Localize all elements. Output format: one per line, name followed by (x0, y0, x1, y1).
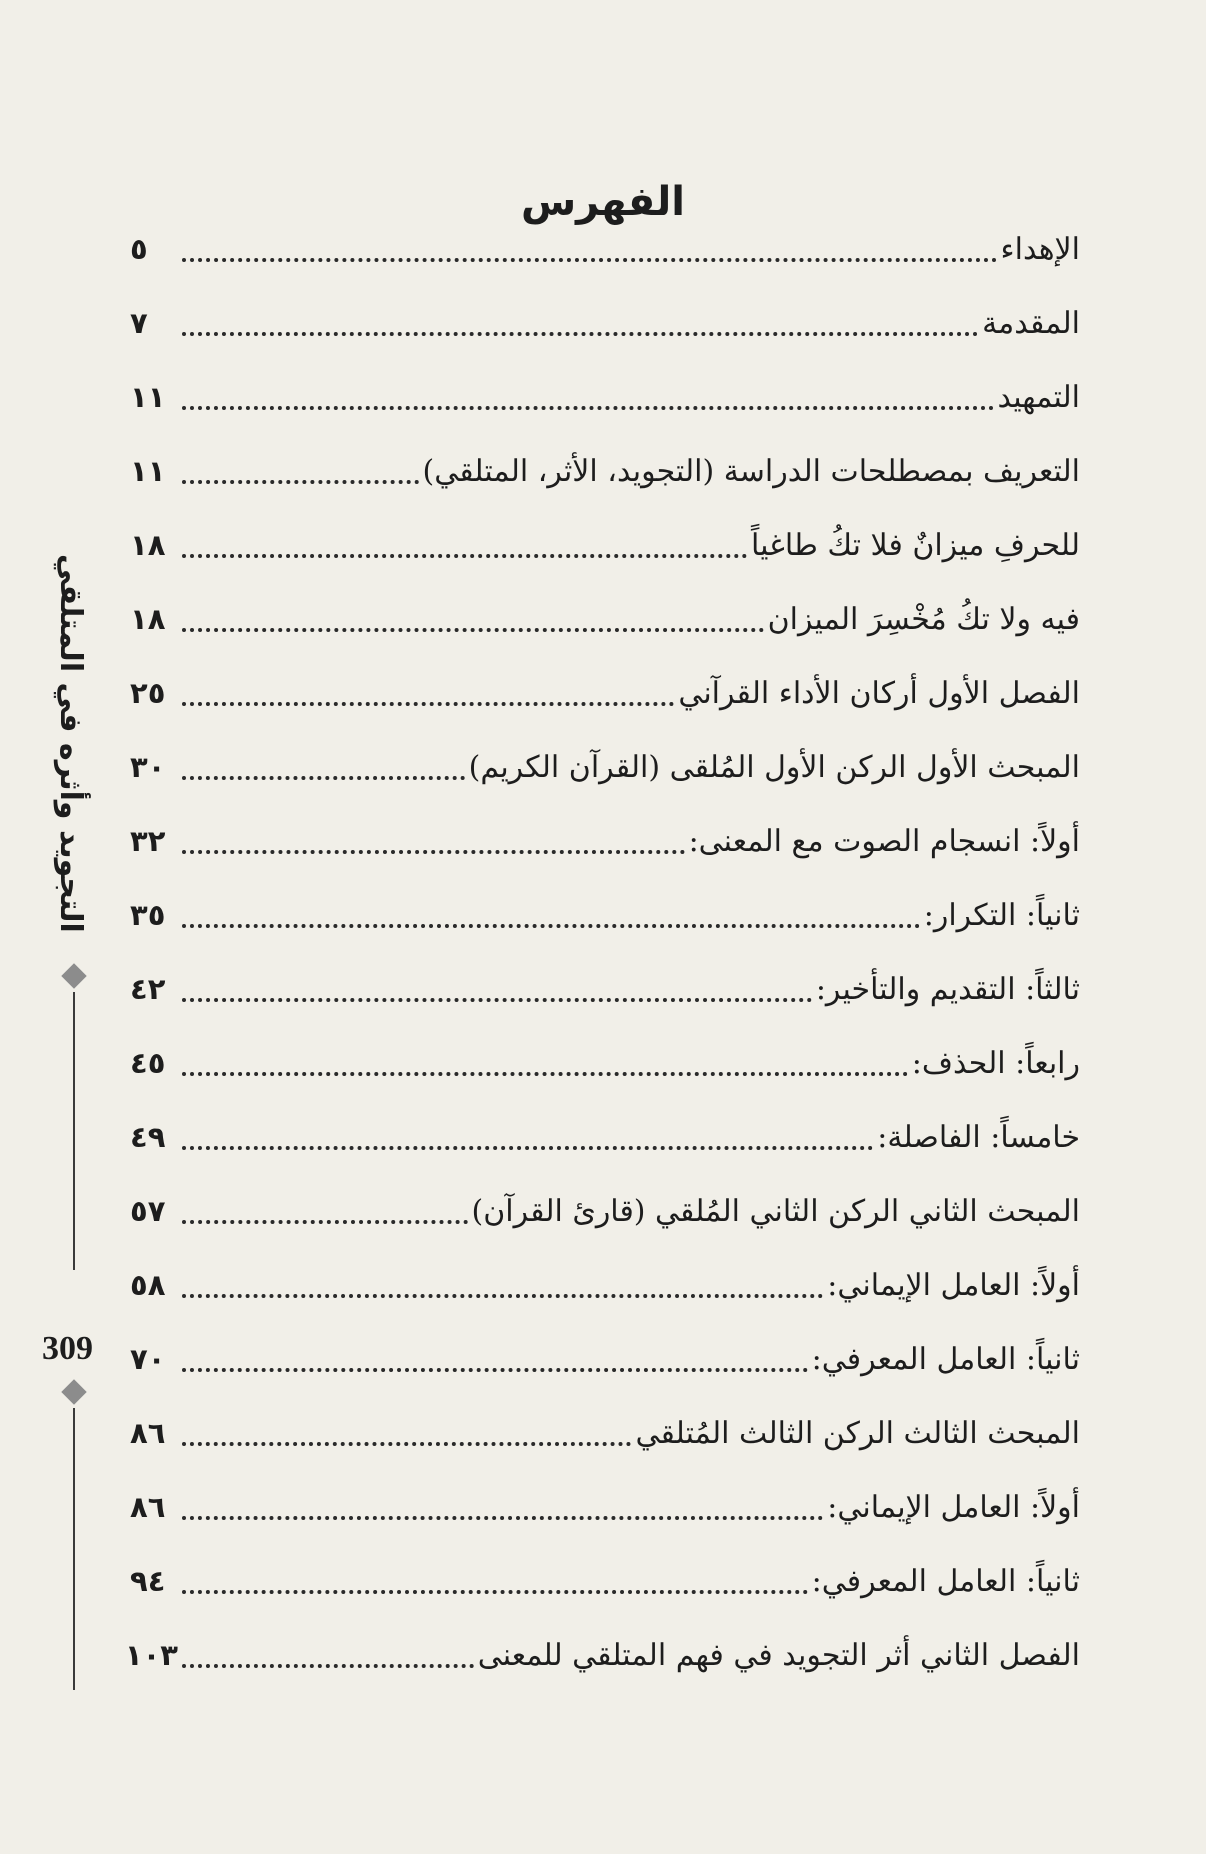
toc-page-number: ١٨ (130, 528, 166, 562)
toc-page-number: ٥ (130, 232, 148, 266)
toc-entry-title: التعريف بمصطلحات الدراسة (التجويد، الأثر، المتلقي) (422, 453, 1080, 489)
toc-entry-title: الفصل الثاني أثر التجويد في فهم المتلقي للمعنى (477, 1637, 1080, 1673)
toc-page-number: ٥٧ (130, 1194, 166, 1228)
running-book-title: التجويد وأثره في المتلقي (53, 554, 88, 933)
toc-dot-leader (182, 1442, 631, 1446)
toc-entry (130, 360, 1080, 434)
toc-entry-title: الإهداء (1000, 231, 1080, 267)
toc-dot-leader (182, 850, 685, 854)
toc-entry-title: أولاً: العامل الإيماني: (827, 1267, 1080, 1303)
toc-entry-title: ثانياً: العامل المعرفي: (811, 1341, 1080, 1377)
toc-entry-title: ثانياً: العامل المعرفي: (811, 1563, 1080, 1599)
toc-page-number: ٧ (130, 306, 148, 340)
toc-entry (130, 656, 1080, 730)
toc-dot-leader (182, 332, 978, 336)
toc-page-number: ٥٨ (130, 1268, 166, 1302)
toc-dot-leader (182, 1516, 823, 1520)
toc-entry (130, 1248, 1080, 1322)
toc-entry (130, 286, 1080, 360)
toc-entry (130, 1470, 1080, 1544)
toc-page-number: ٨٦ (130, 1416, 166, 1450)
toc-page-number: ٨٦ (130, 1490, 166, 1524)
toc-page-number: ٢٥ (130, 676, 166, 710)
toc-entry-title: ثالثاً: التقديم والتأخير: (815, 971, 1080, 1007)
toc-entry (130, 508, 1080, 582)
toc-entry-title: ثانياً: التكرار: (923, 897, 1080, 933)
toc-dot-leader (182, 1072, 908, 1076)
side-rule-top (73, 992, 75, 1270)
toc-entry-title: رابعاً: الحذف: (911, 1045, 1080, 1081)
side-rule-bottom (73, 1408, 75, 1690)
toc-dot-leader (182, 258, 997, 262)
toc-entry (130, 730, 1080, 804)
toc-page-number: ٣٢ (130, 824, 166, 858)
toc-entry-title: أولاً: العامل الإيماني: (827, 1489, 1080, 1525)
toc-dot-leader (182, 702, 674, 706)
table-of-contents (124, 212, 1080, 1692)
toc-page-number: ٤٩ (130, 1120, 166, 1154)
toc-entry (130, 804, 1080, 878)
toc-entry-title: الفصل الأول أركان الأداء القرآني (678, 675, 1080, 711)
toc-page-number: ٤٢ (130, 972, 166, 1006)
toc-dot-leader (182, 480, 419, 484)
toc-page-number: ٣٥ (130, 898, 166, 932)
toc-page-number: ٣٠ (130, 750, 166, 784)
toc-entry (130, 1544, 1080, 1618)
toc-entry (130, 212, 1080, 286)
toc-entry (130, 952, 1080, 1026)
toc-dot-leader (182, 406, 994, 410)
toc-entry-title: المبحث الأول الركن الأول المُلقى (القرآن الكريم) (468, 749, 1080, 785)
toc-dot-leader (182, 924, 920, 928)
toc-entry-title: المبحث الثاني الركن الثاني المُلقي (قارئ القرآن) (471, 1193, 1080, 1229)
toc-entry-title: للحرفِ ميزانٌ فلا تكُ طاغياً (750, 527, 1080, 563)
toc-dot-leader (182, 1146, 873, 1150)
toc-entry-title: خامساً: الفاصلة: (877, 1119, 1080, 1155)
toc-entry (130, 1026, 1080, 1100)
toc-entry (130, 1100, 1080, 1174)
ornament-diamond-top (61, 963, 86, 988)
toc-dot-leader (182, 628, 764, 632)
toc-page-number: ١٠٣ (124, 1638, 178, 1672)
toc-page-number: ١٨ (130, 602, 166, 636)
toc-entry (130, 1174, 1080, 1248)
toc-dot-leader (182, 1664, 474, 1668)
toc-dot-leader (182, 998, 812, 1002)
toc-page-number: ١١ (130, 380, 166, 414)
toc-entry (130, 1322, 1080, 1396)
toc-page-number: ٩٤ (130, 1564, 166, 1598)
toc-entry (130, 582, 1080, 656)
toc-entry-title: فيه ولا تكُ مُخْسِرَ الميزان (767, 601, 1080, 637)
toc-dot-leader (182, 1294, 823, 1298)
toc-dot-leader (182, 1590, 808, 1594)
page-title: الفهرس (520, 178, 685, 225)
toc-entry-title: المقدمة (982, 305, 1080, 341)
toc-dot-leader (182, 554, 747, 558)
toc-entry-title: التمهيد (997, 379, 1080, 415)
page-number: 309 (42, 1330, 93, 1367)
toc-entry (130, 434, 1080, 508)
toc-entry (130, 1396, 1080, 1470)
toc-entry (124, 1618, 1080, 1692)
toc-page-number: ١١ (130, 454, 166, 488)
toc-entry (130, 878, 1080, 952)
toc-entry-title: أولاً: انسجام الصوت مع المعنى: (688, 823, 1080, 859)
toc-dot-leader (182, 1368, 808, 1372)
toc-entry-title: المبحث الثالث الركن الثالث المُتلقي (635, 1415, 1080, 1451)
toc-dot-leader (182, 1220, 468, 1224)
toc-page-number: ٧٠ (130, 1342, 166, 1376)
ornament-diamond-bottom (61, 1379, 86, 1404)
toc-page-number: ٤٥ (130, 1046, 166, 1080)
toc-dot-leader (182, 776, 465, 780)
